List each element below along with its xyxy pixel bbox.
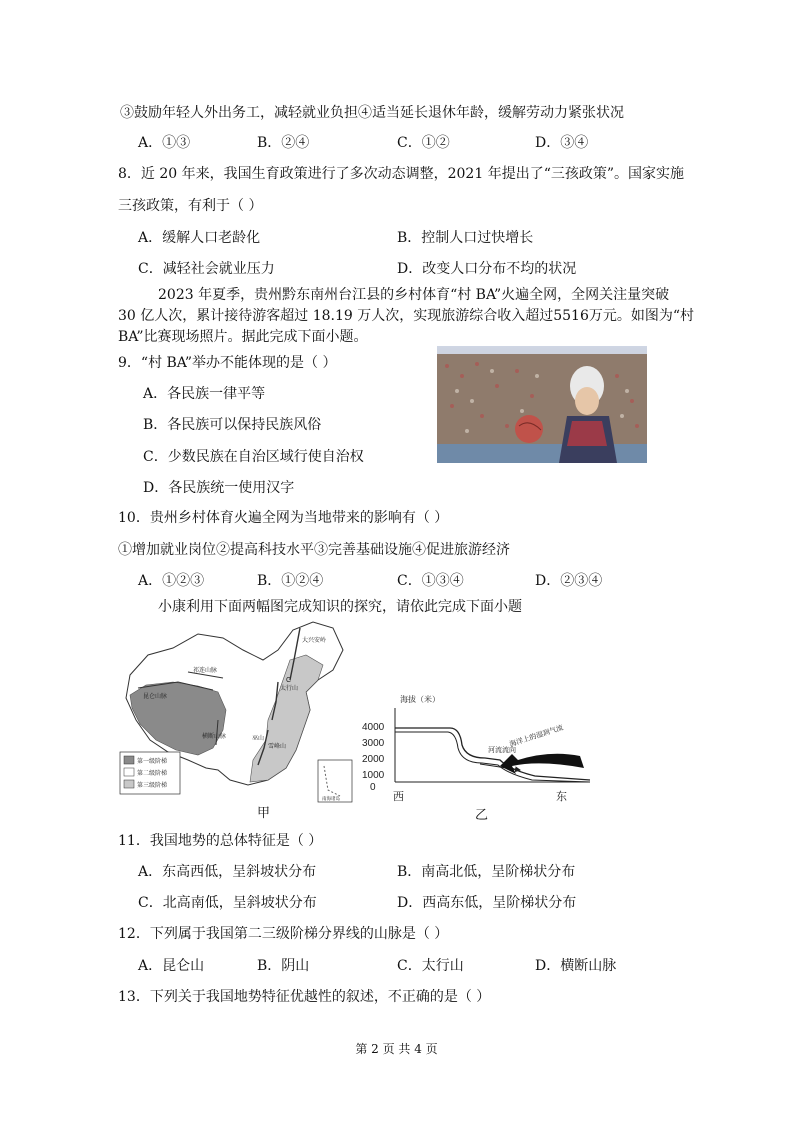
river-label: 河流流向	[488, 747, 516, 754]
q7-option-a: A．①③	[138, 135, 191, 151]
q11-option-c: C．北高南低，呈斜坡状分布	[138, 895, 317, 911]
q10-option-a: A．①②③	[138, 573, 205, 589]
passage1-line2: 30 亿人次，累计接待游客超过 18.19 万人次，实现旅游综合收入超过5516万元。如图为“村	[118, 308, 695, 324]
page-footer: 第 2 页 共 4 页	[355, 1042, 438, 1056]
x-label-west: 西	[393, 791, 404, 803]
q7-option-c: C．①②	[397, 135, 450, 151]
q7-option-d: D．③④	[535, 135, 589, 151]
legend-tier3: 第三级阶梯	[137, 783, 168, 789]
q12-option-a: A．昆仑山	[138, 958, 205, 974]
terrain-profile-diagram	[360, 690, 600, 808]
legend-swatch-tier2	[124, 768, 134, 776]
q12-option-c: C．太行山	[397, 958, 464, 974]
label-hengduan: 横断山脉	[202, 734, 227, 740]
q12-stem: 12．下列属于我国第二三级阶梯分界线的山脉是（ ）	[118, 926, 449, 942]
label-wushan: 巫山	[252, 736, 265, 742]
x-label-east: 东	[556, 791, 567, 803]
q9-option-c: C．少数民族在自治区域行使自治权	[143, 449, 364, 465]
q10-option-d: D．②③④	[535, 573, 603, 589]
profile-y-title: 海拔（米）	[400, 695, 440, 704]
passage2-text: 小康利用下面两幅图完成知识的探究，请依此完成下面小题	[158, 599, 522, 615]
q8-stem-line1: 8．近 20 年来，我国生育政策进行了多次动态调整，2021 年提出了“三孩政策”。国家实施	[118, 166, 685, 182]
legend-swatch-tier3	[124, 780, 134, 788]
q12-option-b: B．阴山	[257, 958, 310, 974]
wind-label: 海洋上的湿润气流	[508, 724, 565, 749]
label-kunlun: 昆仑山脉	[143, 694, 168, 700]
china-terrain-map	[118, 620, 358, 805]
y-tick-3000: 3000	[362, 738, 385, 749]
q7-option-b: B．②④	[257, 135, 310, 151]
q11-option-a: A．东高西低，呈斜坡状分布	[138, 864, 317, 880]
y-tick-0: 0	[370, 782, 376, 793]
profile-caption-yi: 乙	[475, 808, 489, 823]
q9-option-a: A．各民族一律平等	[143, 386, 266, 402]
label-qilian: 祁连山脉	[193, 668, 218, 674]
q7-items-line: ③鼓励年轻人外出务工，减轻就业负担④适当延长退休年龄，缓解劳动力紧张状况	[120, 105, 624, 121]
y-tick-4000: 4000	[362, 722, 385, 733]
tier1-region	[130, 682, 226, 755]
q12-option-d: D．横断山脉	[535, 958, 617, 974]
q10-option-c: C．①③④	[397, 573, 464, 589]
inset-label: 南海诸岛	[322, 796, 340, 801]
q8-stem-line2: 三孩政策，有利于（ ）	[118, 198, 263, 214]
q8-option-d: D．改变人口分布不均的状况	[397, 261, 577, 277]
q8-option-c: C．减轻社会就业压力	[138, 261, 275, 277]
moist-airflow-arrow	[500, 754, 584, 774]
village-ba-photo	[437, 346, 647, 463]
passage1-line3: BA”比赛现场照片。据此完成下面小题。	[118, 329, 368, 345]
passage1-line1: 2023 年夏季，贵州黔东南州台江县的乡村体育“村 BA”火遍全网，全网关注量突破	[158, 287, 670, 303]
y-tick-2000: 2000	[362, 754, 385, 765]
q9-option-b: B．各民族可以保持民族风俗	[143, 417, 322, 433]
legend-swatch-tier1	[124, 756, 134, 764]
q11-stem: 11．我国地势的总体特征是（ ）	[118, 833, 323, 849]
q9-option-d: D．各民族统一使用汉字	[143, 480, 295, 496]
label-point-c: C	[286, 677, 292, 684]
label-xuefeng: 雪峰山	[268, 744, 287, 750]
q13-stem: 13．下列关于我国地势特征优越性的叙述，不正确的是（ ）	[118, 989, 491, 1005]
q10-stem: 10．贵州乡村体育火遍全网为当地带来的影响有（ ）	[118, 510, 449, 526]
q8-option-a: A．缓解人口老龄化	[138, 230, 261, 246]
label-daxinganling: 大兴安岭	[302, 638, 327, 644]
q11-option-d: D．西高东低，呈阶梯状分布	[397, 895, 577, 911]
label-taihang: 太行山	[280, 686, 299, 692]
q8-option-b: B．控制人口过快增长	[397, 230, 534, 246]
legend-tier1: 第一级阶梯	[137, 759, 168, 765]
q10-items: ①增加就业岗位②提高科技水平③完善基础设施④促进旅游经济	[118, 542, 510, 558]
q9-stem: 9．“村 BA”举办不能体现的是（ ）	[118, 355, 337, 371]
q11-option-b: B．南高北低，呈阶梯状分布	[397, 864, 576, 880]
map-caption-jia: 甲	[257, 806, 271, 821]
q10-option-b: B．①②④	[257, 573, 324, 589]
legend-tier2: 第二级阶梯	[137, 771, 168, 777]
y-tick-1000: 1000	[362, 770, 385, 781]
